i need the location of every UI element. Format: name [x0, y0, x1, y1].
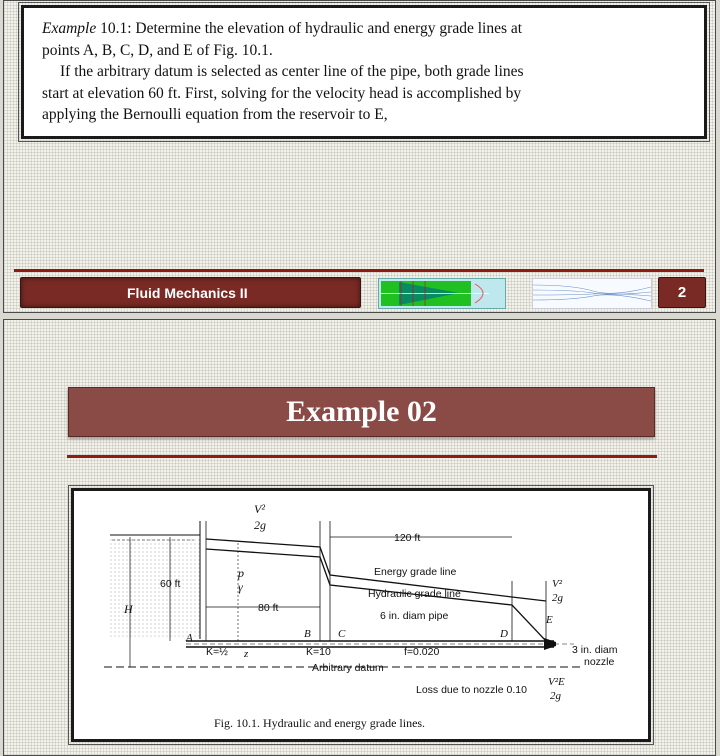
label-z: z — [244, 648, 249, 660]
label-80ft: 80 ft — [258, 602, 279, 614]
text-line-1: Example 10.1: Determine the elevation of hydraulic and energy grade lines at — [42, 20, 523, 37]
text-line-2: points A, B, C, D, and E of Fig. 10.1. — [42, 41, 273, 59]
label-hgl: Hydraulic grade line — [368, 588, 461, 600]
label-nozzle-2: nozzle — [584, 656, 615, 668]
label-C: C — [338, 628, 346, 640]
text-line-5: applying the Bernoulli equation from the reservoir to E, — [42, 106, 388, 123]
figure-frame — [71, 488, 651, 742]
label-2g-loss: 2g — [550, 690, 561, 702]
text-line-4: start at elevation 60 ft. First, solving for the velocity head is accomplished by — [42, 84, 522, 102]
text-line-3: If the arbitrary datum is selected as center line of the pipe, both grade lines — [60, 63, 524, 80]
label-B: B — [304, 628, 311, 640]
label-ve2: V²E — [548, 676, 565, 688]
label-v2-e: V² — [552, 578, 563, 590]
figure-caption: Fig. 10.1. Hydraulic and energy grade lines. — [214, 716, 426, 730]
example-label: Example — [42, 20, 97, 37]
grade-lines-figure — [74, 491, 648, 739]
label-v2: V² — [254, 502, 265, 516]
label-gamma: γ — [238, 580, 243, 594]
footer-divider — [14, 269, 704, 272]
label-H: H — [124, 602, 133, 616]
label-2g-e: 2g — [552, 592, 563, 604]
streamline-thumbnail-image — [532, 278, 652, 309]
label-f: f=0.020 — [404, 646, 440, 658]
label-K-half: K=½ — [206, 646, 228, 658]
label-egl: Energy grade line — [374, 566, 457, 578]
page-number: 2 — [658, 277, 706, 308]
label-p: p — [238, 566, 244, 580]
title-divider — [67, 455, 657, 458]
slide-title: Example 02 — [68, 387, 655, 437]
label-D: D — [500, 628, 508, 640]
label-60ft: 60 ft — [160, 578, 181, 590]
example-text-box — [21, 5, 707, 139]
course-footer: Fluid Mechanics II — [20, 277, 361, 308]
label-2g: 2g — [254, 518, 266, 532]
label-A: A — [186, 632, 193, 644]
label-120ft: 120 ft — [394, 532, 421, 544]
slide-2 — [3, 319, 716, 756]
label-pipe: 6 in. diam pipe — [380, 610, 449, 622]
label-nozzle-1: 3 in. diam — [572, 644, 618, 656]
label-K10: K=10 — [306, 646, 331, 658]
label-E: E — [546, 614, 553, 626]
label-loss: Loss due to nozzle 0.10 — [416, 684, 527, 696]
flow-thumbnail-image — [378, 278, 506, 309]
label-datum: Arbitrary datum — [312, 662, 384, 674]
slide-1 — [3, 0, 716, 313]
